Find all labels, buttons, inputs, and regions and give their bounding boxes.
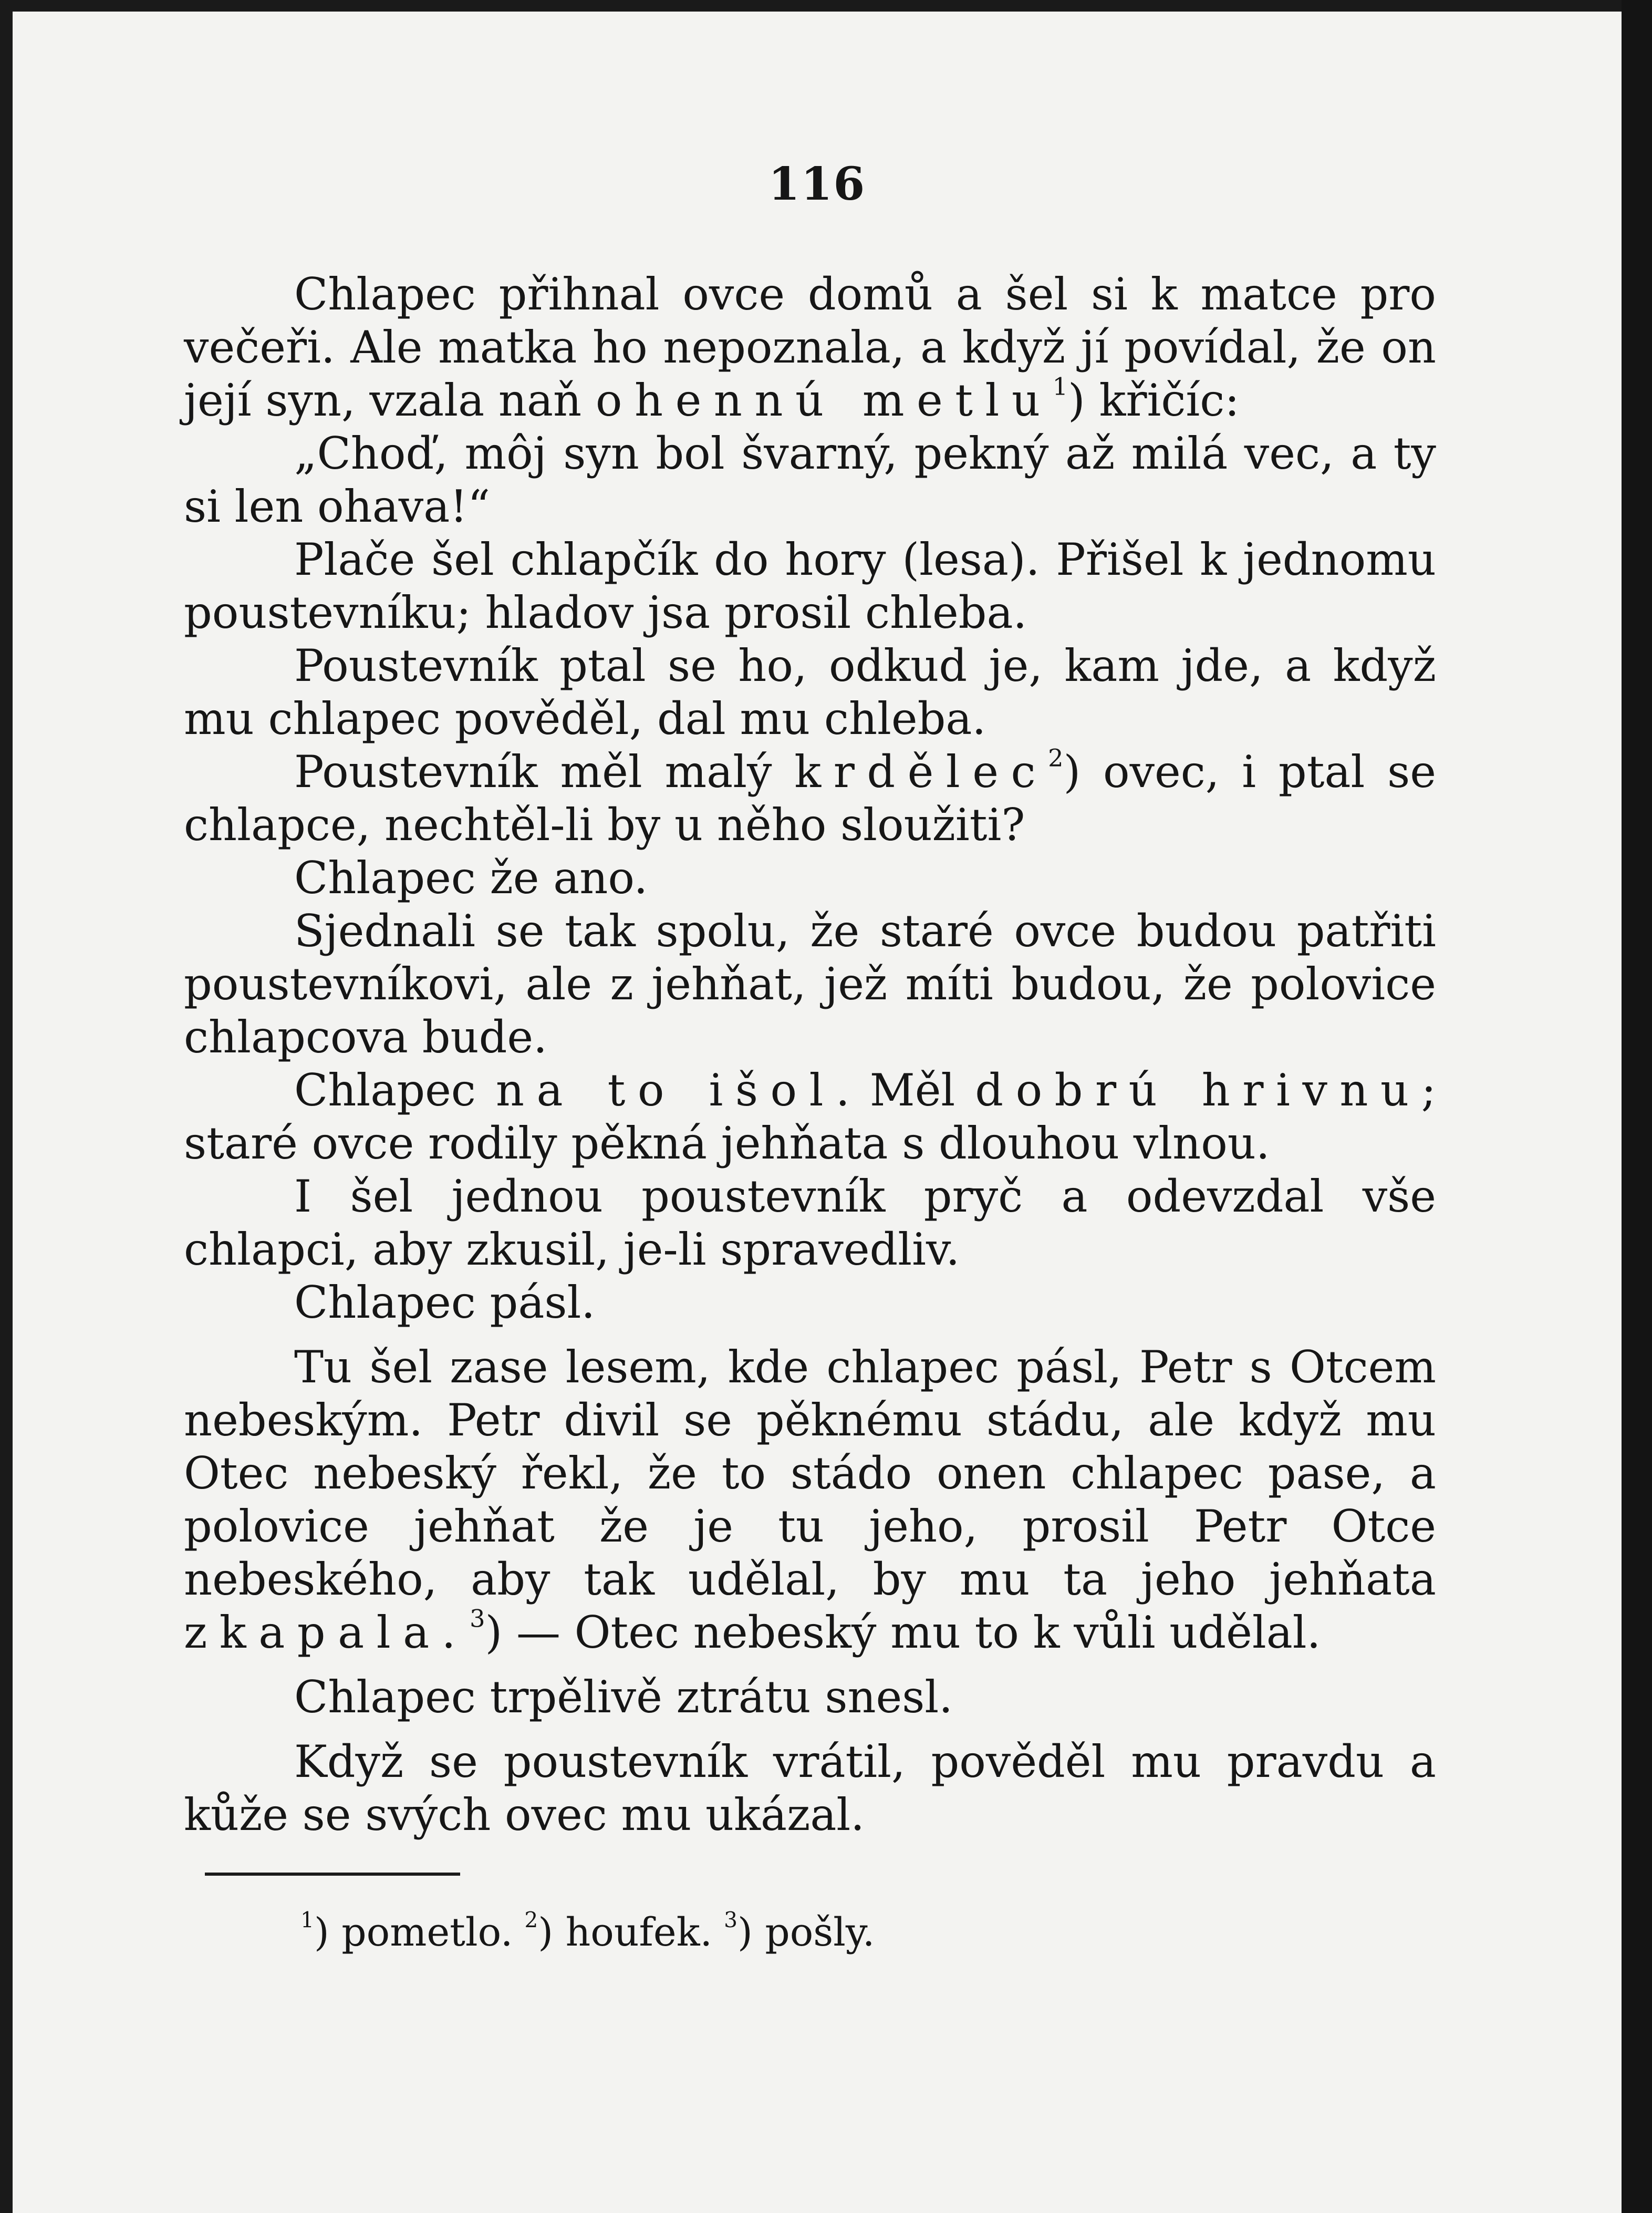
scan-border-right — [1622, 0, 1652, 2213]
text-run: Chlapec trpělivě ztrátu snesl. — [294, 1671, 953, 1723]
footnote-mark: 3 — [724, 1907, 737, 1933]
emphasized-text: dobrú hrivnu — [975, 1064, 1421, 1116]
footnote-ref: 1 — [1052, 372, 1068, 401]
paragraph — [184, 1064, 1436, 1170]
paragraph — [184, 1170, 1436, 1276]
page-number: 116 — [768, 158, 866, 211]
emphasized-text: zkapala — [184, 1607, 442, 1658]
text-run: Poustevník ptal se ho, odkud je, kam jde, a když mu chlapec pověděl, dal mu chleba. — [184, 640, 1436, 744]
text-run: . — [441, 1607, 470, 1658]
paragraph — [184, 1671, 1436, 1724]
text-run: ) křičíc: — [1067, 375, 1240, 426]
footnote-text: ) houfek. — [538, 1910, 713, 1955]
footnote — [524, 1907, 713, 1955]
footnote-ref: 3 — [470, 1604, 485, 1633]
paragraph — [184, 533, 1436, 639]
paragraph — [184, 268, 1436, 427]
scan-border-top — [0, 0, 1652, 12]
text-run: Tu šel zase lesem, kde chlapec pásl, Petr s Otcem nebeským. Petr divil se pěknému stádu, ale když mu Otec nebeský řekl, že to stádo onen chlapec pase, a polovice jehňat že je tu jeho, prosil Petr Otce nebeského, aby tak udělal, by mu ta jeho jehňata — [184, 1341, 1436, 1605]
footnote-text: ) pošly. — [737, 1910, 875, 1955]
paragraph — [184, 905, 1436, 1064]
text-run: Plače šel chlapčík do hory (lesa). Přišel k jednomu poustevníku; hladov jsa prosil chleba. — [184, 534, 1436, 638]
emphasized-text: ohennú metlu — [595, 375, 1053, 426]
footnotes — [300, 1906, 886, 1959]
paragraph — [184, 852, 1436, 905]
paragraph — [184, 1735, 1436, 1842]
text-run: Chlapec — [294, 1064, 496, 1116]
footnote — [300, 1907, 513, 1955]
emphasized-text: na to išol — [495, 1064, 836, 1116]
footnote-separator — [205, 1873, 460, 1876]
paragraph — [184, 1276, 1436, 1329]
footnote-mark: 2 — [524, 1907, 538, 1933]
scan-border-left — [0, 0, 13, 2213]
body-text — [184, 268, 1436, 1842]
emphasized-text: krdělec — [794, 746, 1048, 798]
footnote — [724, 1907, 875, 1955]
text-run: Chlapec přihnal ovce domů a šel si k matce pro večeři. Ale matka ho nepoznala, a když jí povídal, že on její syn, vzala naň — [184, 268, 1436, 426]
footnote-mark: 1 — [300, 1907, 314, 1933]
text-run: . Měl — [835, 1064, 975, 1116]
footnote-text: ) pometlo. — [314, 1910, 513, 1955]
book-page — [13, 12, 1622, 2213]
text-run: I šel jednou poustevník pryč a odevzdal vše chlapci, aby zkusil, je-li spravedliv. — [184, 1171, 1436, 1275]
paragraph — [184, 639, 1436, 746]
text-run: Když se poustevník vrátil, pověděl mu pravdu a kůže se svých ovec mu ukázal. — [184, 1736, 1436, 1840]
text-run: ) — Otec nebeský mu to k vůli udělal. — [485, 1607, 1321, 1658]
text-run: Chlapec že ano. — [294, 852, 648, 904]
text-run: „Choď, môj syn bol švarný, pekný až milá vec, a ty si len ohava!“ — [184, 428, 1436, 532]
paragraph — [184, 427, 1436, 533]
text-run: Poustevník měl malý — [294, 746, 795, 798]
footnote-ref: 2 — [1048, 743, 1064, 772]
paragraph — [184, 743, 1436, 852]
text-run: Chlapec pásl. — [294, 1277, 596, 1328]
text-run: ; staré ovce rodily pěkná jehňata s dlouhou vlnou. — [184, 1064, 1436, 1169]
paragraph — [184, 1341, 1436, 1659]
text-run: ) ovec, i ptal se chlapce, nechtěl-li by u něho sloužiti? — [184, 746, 1436, 851]
text-run: Sjednali se tak spolu, že staré ovce budou patřiti poustevníkovi, ale z jehňat, jež míti budou, že polovice chlapcova bude. — [184, 905, 1436, 1063]
